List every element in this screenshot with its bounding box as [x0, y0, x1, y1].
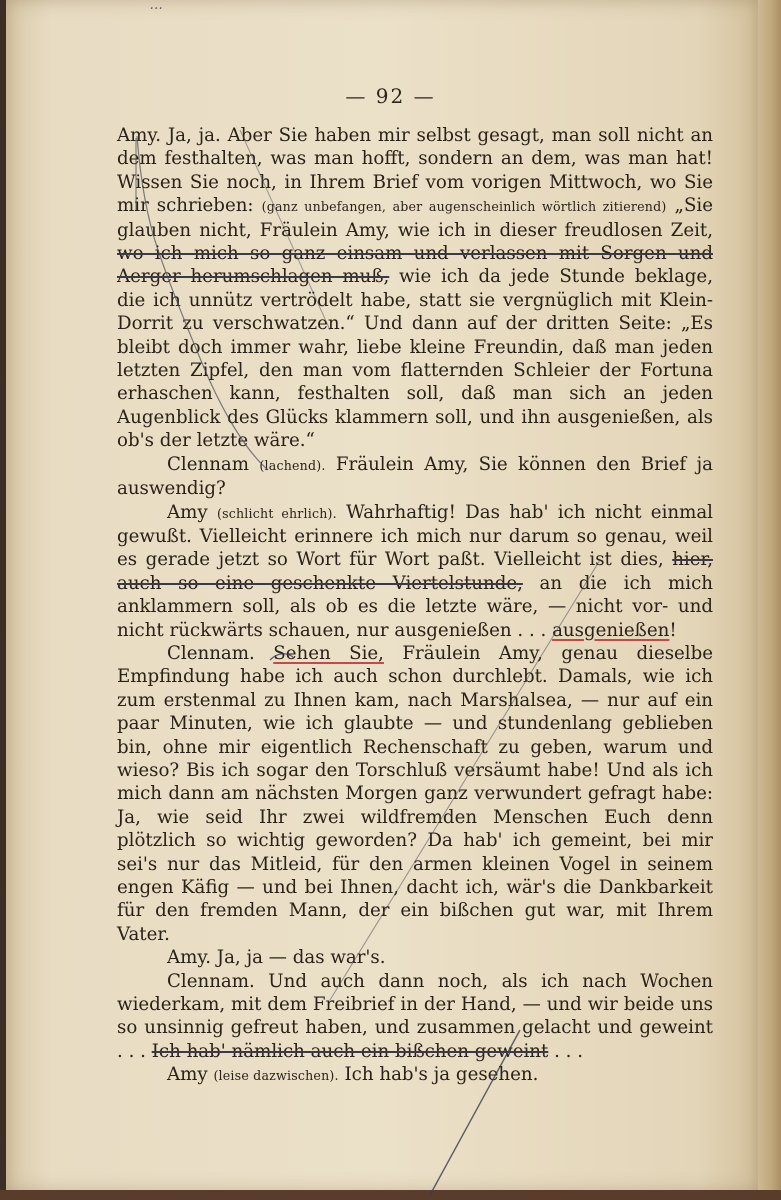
text-run: Clennam [167, 453, 260, 475]
stage-direction: (ganz unbefangen, aber augenscheinlich wörtlich zitierend) [261, 199, 667, 215]
text-run: . . . [548, 1040, 584, 1062]
struck-text: hier, auch so eine geschenkte Viertelstunde, [117, 549, 713, 594]
page-edge-bottom [0, 1190, 781, 1200]
stage-direction: (schlicht ehrlich). [216, 505, 337, 521]
handwritten-header: ... [150, 0, 164, 13]
paragraph [117, 501, 713, 642]
paragraph [117, 642, 713, 946]
text-run: Wahrhaftig! Das hab' ich nicht einmal gewußt. Vielleicht erinnere ich mich nur darum so genau, weil es gerade jetzt so Wort für Wort paßt. Vielleicht ist dies, [117, 501, 714, 571]
struck-text: wo ich mich so ganz einsam und verlassen mit Sorgen und Aerger herumschlagen muß, [117, 243, 713, 288]
text-run: Amy. Ja, ja — das war's. [167, 947, 386, 969]
paragraph [117, 970, 713, 1064]
stage-direction: (leise dazwischen). [213, 1068, 339, 1084]
text-run: ! [669, 619, 677, 641]
text-run: Clennam. [167, 642, 274, 664]
text-run: Amy [167, 501, 217, 523]
text-run: Amy. Ja, ja. Aber Sie haben mir selbst gesagt, man soll nicht an dem festhalten, was man hofft, sondern an dem, was man hat! Wissen Sie noch, in Ihrem Brief vom vorigen Mittwoch, wo Sie mir schrieben: [117, 125, 713, 217]
text-run: Amy [167, 1064, 214, 1086]
page-number: — 92 — [345, 84, 436, 108]
stage-direction: (lachend). [259, 457, 326, 473]
paragraph [117, 124, 713, 453]
paragraph [117, 946, 713, 969]
text-run: „Sie glauben nicht, Fräulein Amy, wie ich in dieser freudlosen Zeit, [117, 195, 713, 241]
paragraph [117, 453, 713, 501]
text-run: an die ich mich anklammern soll, als ob es die letzte wäre, — nicht vor- und nicht rückwärts schauen, nur ausgenießen . . . [117, 572, 713, 641]
red-underlined-text: ausgenießen [552, 619, 670, 641]
text-run: Clennam. Und auch dann noch, als ich nach Wochen wiederkam, mit dem Freibrief in der Hand, — und wir beide uns so unsinnig gefreut haben, und zusammen gelacht und geweint . . . [117, 970, 713, 1062]
text-run: Ich hab's ja gesehen. [338, 1064, 539, 1086]
paragraph [117, 1063, 713, 1087]
page-edge-right [758, 0, 781, 1200]
struck-text: Ich hab' nämlich auch ein bißchen geweint [151, 1040, 549, 1062]
red-underlined-text: Sehen Sie, [273, 642, 384, 664]
text-run: wie ich da jede Stunde beklage, die ich unnütz vertrödelt habe, statt sie vergnüglich mit Klein-Dorrit zu verschwatzen.“ Und dann auf der dritten Seite: „Es bleibt doch immer wahr, liebe kleine Freundin, daß man jeden letzten Zipfel, den man vom flatternden Schleier der Fortuna erhaschen kann, festhalten soll, daß man sich an jeden Augenblick des Glücks klammern soll, und ihn ausgenießen, als ob's der letzte wäre.“ [117, 266, 713, 452]
text-run: Fräulein Amy, genau dieselbe Empfindung habe ich auch schon durchlebt. Damals, wie ich zum erstenmal zu Ihnen kam, nach Marshalsea, — nur auf ein paar Minuten, wie ich glaubte — und stundenlang geblieben bin, ohne mir eigentlich Rechenschaft zu geben, warum und wieso? Bis ich sogar den Torschluß versäumt habe! Und als ich mich dann am nächsten Morgen ganz verwundert gefragt habe: Ja, wie seid Ihr zwei wildfremden Menschen Euch denn plötzlich so wichtig geworden? Da hab' ich gemeint, bei mir sei's nur das Mitleid, für den armen kleinen Vogel in seinem engen Käfig — und bei Ihnen, dacht ich, wär's die Dankbarkeit für den fremden Mann, der ein bißchen gut war, mit Ihrem Vater. [117, 642, 714, 945]
body-text [117, 124, 713, 1088]
text-run: Fräulein Amy, Sie können den Brief ja auswendig? [117, 453, 714, 500]
